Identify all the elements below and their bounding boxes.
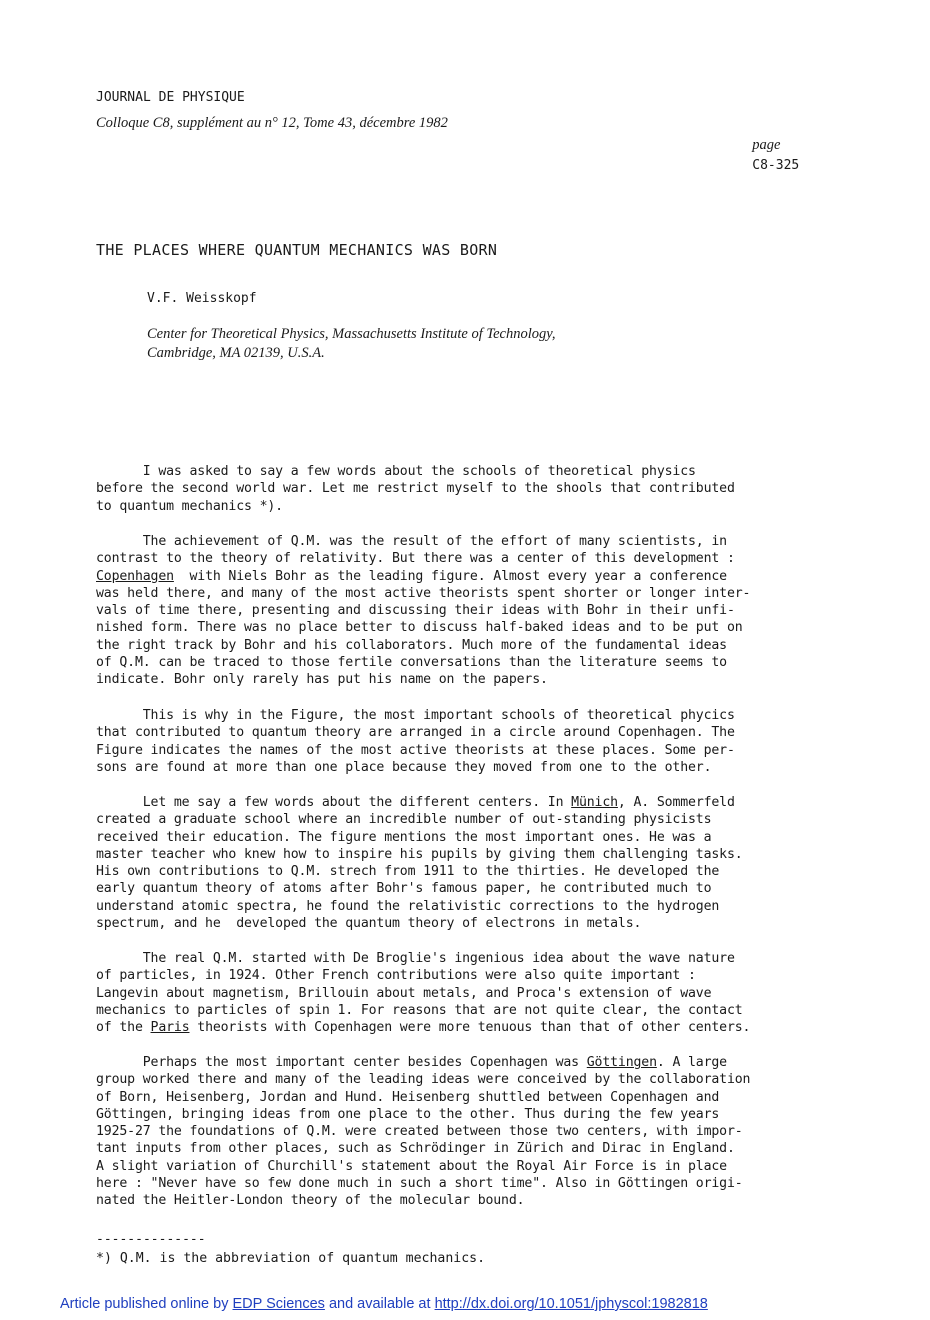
text-line: indicate. Bohr only rarely has put his name on the papers. — [96, 672, 548, 688]
text-line: of Q.M. can be traced to those fertile conversations than the literature seems to — [96, 655, 727, 671]
text-line: early quantum theory of atoms after Bohr's famous paper, he contributed much to — [96, 881, 712, 897]
text-line: understand atomic spectra, he found the relativistic corrections to the hydrogen — [96, 898, 720, 914]
text-line: of particles, in 1924. Other French contributions were also quite important : — [96, 968, 696, 984]
text-line: before the second world war. Let me restrict myself to the shools that contributed — [96, 481, 735, 497]
text-line: of the Paris theorists with Copenhagen were more tenuous than that of other centers. — [96, 1020, 751, 1036]
text-line: group worked there and many of the leading ideas were conceived by the collaboration — [96, 1072, 751, 1088]
text-line: sons are found at more than one place because they moved from one to the other. — [96, 759, 712, 775]
footer-middle: and available at — [324, 1296, 435, 1312]
paragraph-1 — [96, 463, 846, 515]
underlined-place-name: Göttingen — [586, 1055, 657, 1070]
text-line: Figure indicates the names of the most active theorists at these places. Some per- — [96, 742, 735, 758]
text-line: of Born, Heisenberg, Jordan and Hund. Heisenberg shuttled between Copenhagen and — [96, 1089, 720, 1105]
colloque-info: Colloque C8, supplément au n° 12, Tome 43, décembre 1982 — [96, 115, 448, 131]
text-line: was held there, and many of the most active theorists spent shorter or longer inter- — [96, 585, 751, 601]
article-title: THE PLACES WHERE QUANTUM MECHANICS WAS BORN — [96, 241, 498, 259]
text-line: nished form. There was no place better to discuss half-baked ideas and to be put on — [96, 620, 743, 636]
text-line: This is why in the Figure, the most important schools of theoretical phycics — [96, 708, 735, 723]
text-line: A slight variation of Churchill's statement about the Royal Air Force is in place — [96, 1158, 727, 1174]
text-line: mechanics to particles of spin 1. For reasons that are not quite clear, the contact — [96, 1002, 743, 1018]
text-line: received their education. The figure mentions the most important ones. He was a — [96, 829, 712, 845]
underlined-place-name: Copenhagen — [96, 568, 174, 584]
text-line: tant inputs from other places, such as Schrödinger in Zürich and Dirac in England. — [96, 1141, 735, 1157]
text-line: The achievement of Q.M. was the result of the effort of many scientists, in — [96, 534, 727, 549]
text-line: master teacher who knew how to inspire his pupils by giving them challenging tasks. — [96, 846, 743, 862]
paragraph-5 — [96, 950, 846, 1036]
affiliation-line-1: Center for Theoretical Physics, Massachusetts Institute of Technology, — [147, 326, 556, 342]
underlined-place-name: Paris — [150, 1020, 190, 1036]
text-line: Copenhagen with Niels Bohr as the leading figure. Almost every year a conference — [96, 568, 727, 584]
publication-footer — [60, 1296, 708, 1312]
footnote-rule: -------------- — [96, 1232, 206, 1247]
text-line: Göttingen, bringing ideas from one place to the other. Thus during the few years — [96, 1106, 720, 1122]
text-line: His own contributions to Q.M. strech from 1911 to the thirties. He developed the — [96, 864, 720, 880]
doi-link[interactable]: http://dx.doi.org/10.1051/jphyscol:1982818 — [434, 1296, 708, 1312]
text-line: the right track by Bohr and his collaborators. Much more of the fundamental ideas — [96, 637, 727, 653]
text-line: I was asked to say a few words about the schools of theoretical physics — [96, 464, 696, 479]
text-line: spectrum, and he developed the quantum theory of electrons in metals. — [96, 916, 642, 932]
author-name: V.F. Weisskopf — [147, 291, 257, 306]
text-line: that contributed to quantum theory are arranged in a circle around Copenhagen. The — [96, 725, 735, 741]
footer-prefix: Article published online by — [60, 1296, 233, 1312]
paragraph-2 — [96, 533, 846, 689]
page-number: C8-325 — [752, 158, 800, 173]
footnote-text: *) Q.M. is the abbreviation of quantum mechanics. — [96, 1251, 486, 1266]
page-word: page — [752, 137, 781, 153]
text-line: here : "Never have so few done much in such a short time". Also in Göttingen origi- — [96, 1176, 743, 1192]
publisher-link[interactable]: EDP Sciences — [232, 1296, 325, 1312]
text-line: nated the Heitler-London theory of the molecular bound. — [96, 1193, 525, 1209]
paragraph-3 — [96, 707, 846, 776]
page-label — [733, 115, 799, 173]
text-line: created a graduate school where an incredible number of out-standing physicists — [96, 812, 712, 828]
text-line: 1925-27 the foundations of Q.M. were created between those two centers, with impor- — [96, 1124, 743, 1140]
text-line: to quantum mechanics *). — [96, 498, 283, 514]
text-line: Let me say a few words about the different centers. In Münich, A. Sommerfeld — [96, 795, 735, 810]
text-line: Langevin about magnetism, Brillouin about metals, and Proca's extension of wave — [96, 985, 712, 1001]
journal-name: JOURNAL DE PHYSIQUE — [96, 90, 245, 105]
text-line: vals of time there, presenting and discussing their ideas with Bohr in their unfi- — [96, 603, 735, 619]
text-line: Perhaps the most important center besides Copenhagen was Göttingen. A large — [96, 1055, 727, 1070]
paragraph-6 — [96, 1054, 846, 1210]
underlined-place-name: Münich — [571, 795, 618, 810]
text-line: contrast to the theory of relativity. But there was a center of this development : — [96, 551, 735, 567]
affiliation-line-2: Cambridge, MA 02139, U.S.A. — [147, 345, 325, 361]
paragraph-4 — [96, 794, 846, 932]
text-line: The real Q.M. started with De Broglie's ingenious idea about the wave nature — [96, 951, 735, 966]
